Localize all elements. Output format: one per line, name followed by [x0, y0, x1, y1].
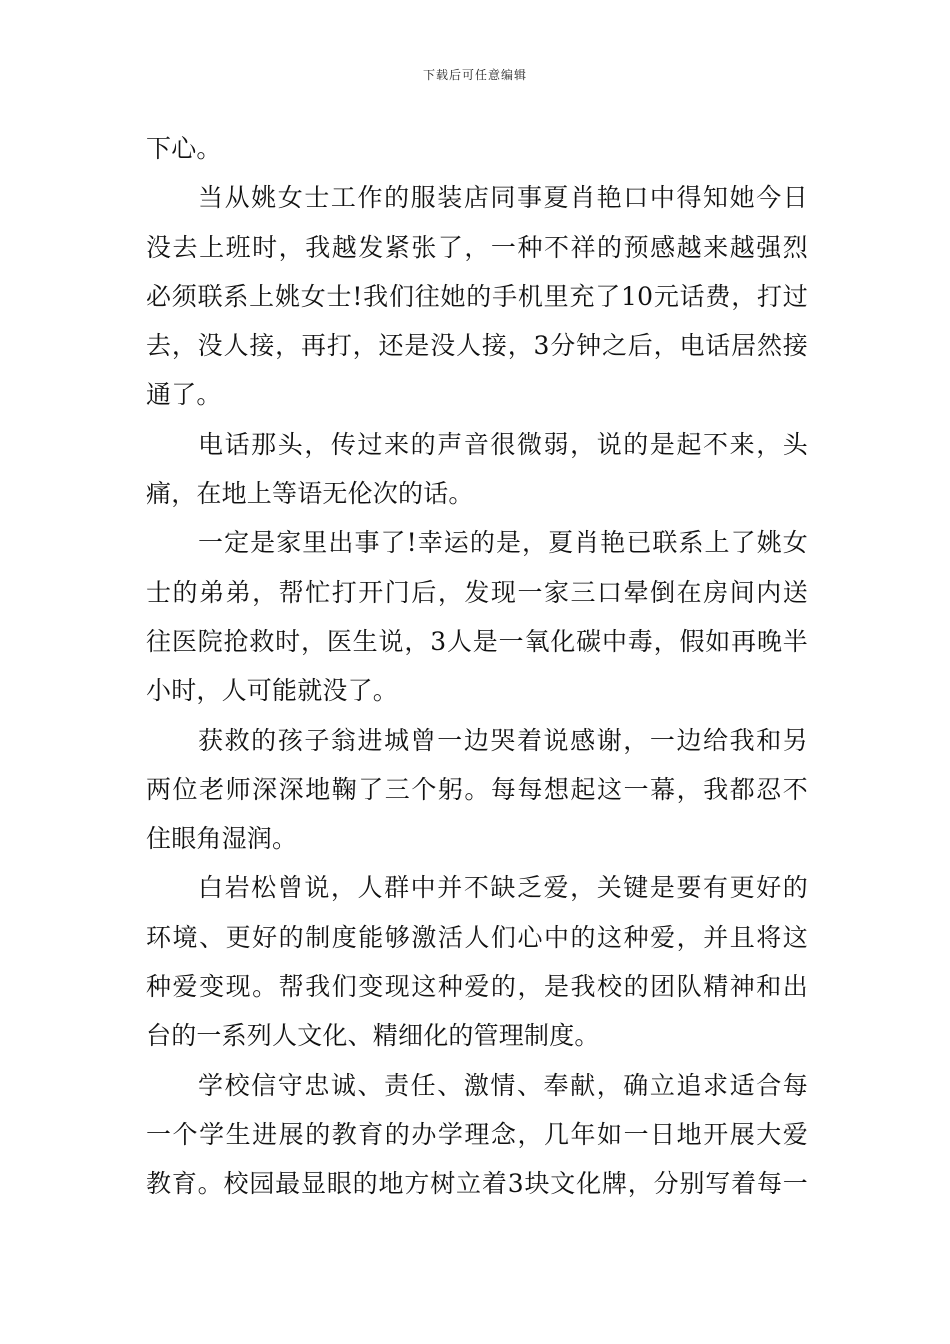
text-line: 士的弟弟，帮忙打开门后，发现一家三口晕倒在房间内送	[146, 577, 808, 607]
text-line: 住眼角湿润。	[146, 824, 298, 854]
text-line: 两位老师深深地鞠了三个躬。每每想起这一幕，我都忍不	[146, 774, 808, 804]
text-line: 环境、更好的制度能够激活人们心中的这种爱，并且将这	[146, 922, 808, 952]
text-line: 去，没人接，再打，还是没人接，3分钟之后，电话居然接	[146, 331, 808, 361]
text-line: 获救的孩子翁进城曾一边哭着说感谢，一边给我和另	[198, 725, 808, 755]
text-line: 痛，在地上等语无伦次的话。	[146, 479, 474, 509]
document-body	[146, 124, 808, 1209]
page-header: 下载后可任意编辑	[422, 68, 527, 82]
text-line: 下心。	[146, 134, 222, 163]
text-line: 教育。校园最显眼的地方树立着3块文化牌，分别写着每一	[146, 1169, 808, 1199]
text-line: 通了。	[146, 380, 222, 410]
text-line: 电话那头，传过来的声音很微弱，说的是起不来，头	[198, 429, 808, 459]
text-line: 一定是家里出事了!幸运的是，夏肖艳已联系上了姚女	[198, 528, 808, 558]
text-line: 白岩松曾说，人群中并不缺乏爱，关键是要有更好的	[198, 873, 808, 903]
text-line: 当从姚女士工作的服装店同事夏肖艳口中得知她今日	[198, 183, 808, 213]
text-line: 必须联系上姚女士!我们往她的手机里充了10元话费，打过	[146, 281, 808, 311]
text-line: 种爱变现。帮我们变现这种爱的，是我校的团队精神和出	[146, 972, 808, 1002]
text-line: 一个学生进展的教育的办学理念，几年如一日地开展大爱	[146, 1119, 808, 1149]
text-line: 往医院抢救时，医生说，3人是一氧化碳中毒，假如再晚半	[146, 626, 808, 656]
text-line: 没去上班时，我越发紧张了，一种不祥的预感越来越强烈	[146, 232, 808, 262]
text-line: 学校信守忠诚、责任、激情、奉献，确立追求适合每	[198, 1070, 808, 1100]
text-line: 小时，人可能就没了。	[146, 676, 399, 706]
text-line: 台的一系列人文化、精细化的管理制度。	[146, 1021, 600, 1051]
